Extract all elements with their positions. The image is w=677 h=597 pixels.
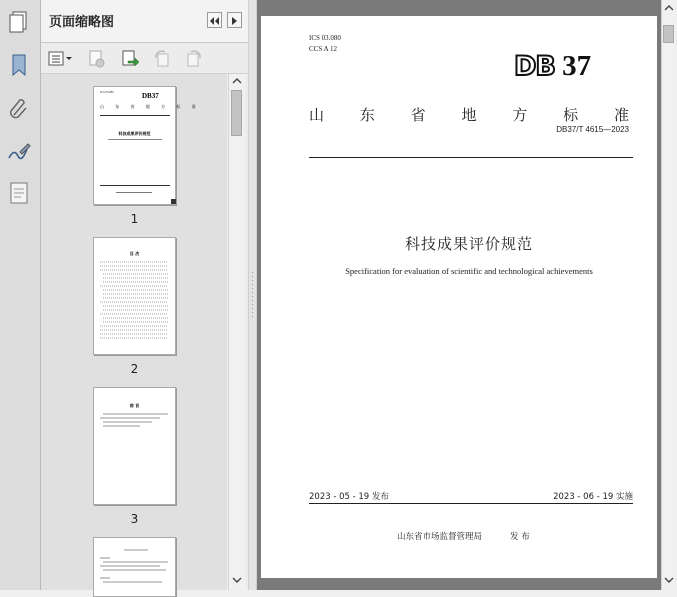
- document-scrollbar[interactable]: [661, 0, 675, 590]
- db-logo-number: 37: [562, 50, 592, 82]
- document-page: [261, 16, 657, 578]
- thumb1-header: 山 东 省 地 方 标 准: [100, 104, 201, 109]
- rotate-right-icon: [184, 49, 204, 69]
- page-thumbnail-1[interactable]: [93, 86, 201, 205]
- thumb1-subtitle-line: [108, 139, 162, 140]
- header-char-5: 方: [512, 106, 528, 124]
- issuing-authority: 山东省市场监督管理局: [397, 532, 483, 542]
- thumbnail-panel: [41, 0, 248, 590]
- thumb1-logo: DB37: [142, 92, 159, 100]
- header-rule: [309, 157, 633, 158]
- panel-toolbar: [41, 43, 248, 74]
- thumb3-heading: 前 言: [129, 403, 140, 408]
- insert-page-icon: [120, 49, 140, 69]
- thumbnail-scroll-thumb[interactable]: [231, 90, 242, 136]
- double-left-arrow-icon: [208, 14, 221, 28]
- document-title-cn: 科技成果评价规范: [404, 235, 533, 253]
- panel-title: 页面缩略图: [49, 15, 115, 30]
- thumb2-toc-lines: [100, 260, 170, 346]
- page-label-3: 3: [130, 512, 139, 526]
- rotate-clockwise-button[interactable]: [184, 49, 204, 69]
- rotate-left-icon: [152, 49, 172, 69]
- header-title: [309, 104, 629, 125]
- issue-date: 2023 - 05 - 19 发布: [309, 492, 389, 502]
- document-scroll-thumb[interactable]: [663, 25, 674, 43]
- scroll-down-icon[interactable]: [232, 576, 242, 584]
- thumb3-text-lines: [100, 412, 170, 436]
- expand-panel-button[interactable]: [227, 12, 242, 28]
- page-thumbnail-2[interactable]: [93, 237, 176, 355]
- delete-page-icon: [87, 49, 107, 69]
- signatures-icon[interactable]: [6, 138, 32, 164]
- thumb1-ics: ICS 03.080: [100, 90, 114, 94]
- header-char-4: 地: [461, 106, 477, 124]
- insert-pages-button[interactable]: [120, 49, 140, 69]
- implementation-date: 2023 - 06 - 19 实施: [553, 492, 633, 502]
- panel-splitter[interactable]: [248, 0, 257, 590]
- right-arrow-icon: [228, 14, 241, 28]
- ccs-code: CCS A 12: [309, 45, 338, 53]
- standard-number: DB37/T 4615—2023: [556, 125, 629, 134]
- thumb2-heading: 目 次: [129, 251, 140, 256]
- header-char-7: 准: [613, 106, 629, 124]
- header-char-3: 省: [410, 106, 426, 124]
- collapse-panel-button[interactable]: [207, 12, 222, 28]
- thumbnail-scrollbar[interactable]: [228, 74, 245, 590]
- doc-scroll-down-icon[interactable]: [664, 576, 674, 584]
- page-thumbnail-4[interactable]: [93, 537, 176, 597]
- page-thumbnails-icon[interactable]: [6, 8, 32, 34]
- thumb1-issuer-line: [116, 192, 152, 193]
- scroll-up-icon[interactable]: [232, 77, 242, 85]
- document-title-en: Specification for evaluation of scientific and technological achievements: [345, 266, 593, 276]
- page-label-2: 2: [130, 362, 139, 376]
- doc-scroll-up-icon[interactable]: [664, 4, 674, 12]
- rotate-counterclockwise-button[interactable]: [152, 49, 172, 69]
- thumbnail-list: [41, 74, 227, 590]
- header-char-1: 山: [309, 106, 325, 124]
- options-menu-button[interactable]: [47, 49, 75, 69]
- thumb1-date-rule: [100, 185, 170, 186]
- header-char-2: 东: [359, 106, 375, 124]
- db-logo-letters: DB: [514, 51, 555, 82]
- panel-header: [41, 0, 248, 43]
- thumb1-rule: [100, 115, 170, 116]
- splitter-grip-icon: [251, 272, 255, 320]
- options-list-icon: [47, 49, 75, 69]
- navigation-icon-strip: [0, 0, 41, 590]
- thumb1-title: 科技成果评价规范: [118, 131, 151, 136]
- page-thumbnail-3[interactable]: [93, 387, 176, 505]
- thumb4-text-lines: [100, 548, 170, 596]
- thumb1-corner-marker: [171, 199, 176, 204]
- ics-code: ICS 03.080: [309, 34, 341, 42]
- footer-rule: [309, 503, 633, 504]
- page-label-1: 1: [130, 212, 139, 226]
- db-logo: [514, 50, 591, 82]
- layers-icon[interactable]: [6, 180, 32, 206]
- document-view: [257, 0, 661, 590]
- header-char-6: 标: [563, 106, 579, 124]
- bookmarks-icon[interactable]: [6, 52, 32, 78]
- issue-word: 发 布: [510, 532, 530, 542]
- attachments-icon[interactable]: [6, 95, 32, 121]
- delete-pages-button[interactable]: [87, 49, 107, 69]
